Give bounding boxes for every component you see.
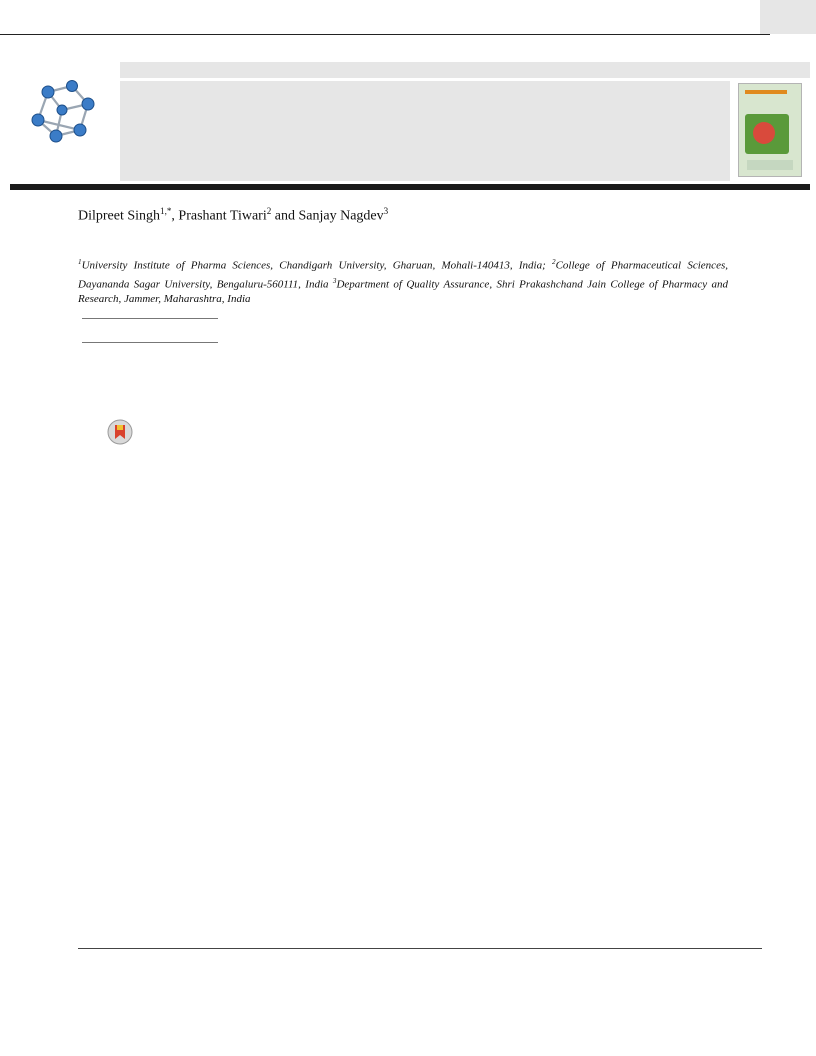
author-3-mark: 3	[383, 206, 389, 216]
header-rule	[0, 34, 770, 35]
crossmark-badge[interactable]	[107, 419, 217, 445]
author-3: and Sanjay Nagdev	[271, 208, 384, 224]
author-sep: , Prashant Tiwari	[171, 208, 267, 224]
molecule-logo-icon	[10, 80, 116, 146]
history-rule-bottom	[82, 342, 218, 343]
journal-cover-thumbnail	[738, 83, 802, 177]
title-rule	[10, 184, 810, 190]
crossmark-icon	[107, 419, 133, 445]
author-2-mark: 2	[266, 206, 272, 216]
bentham-logo	[10, 80, 116, 180]
history-rule-top	[82, 318, 218, 319]
author-1: Dilpreet Singh	[78, 208, 161, 224]
author-1-mark: 1,*	[160, 206, 172, 216]
footnote-rule	[78, 948, 762, 949]
body-paragraph-top	[245, 344, 758, 359]
section-label	[120, 62, 810, 78]
affiliations: $^1$University Institute of Pharma Sciences, Chandigarh University, Gharuan, Mohali-140413, India; $^2$College of Pharmaceutical Sciences, Dayananda Sagar University, Bengaluru-560111, India $^3$Department of Quality Assurance, Shri Prakashchand Jain College of Pharmacy and Research, Jammer, Maharashtra, India	[78, 258, 728, 306]
page-number	[760, 0, 816, 34]
author-list	[78, 206, 388, 225]
title-band	[120, 81, 730, 181]
